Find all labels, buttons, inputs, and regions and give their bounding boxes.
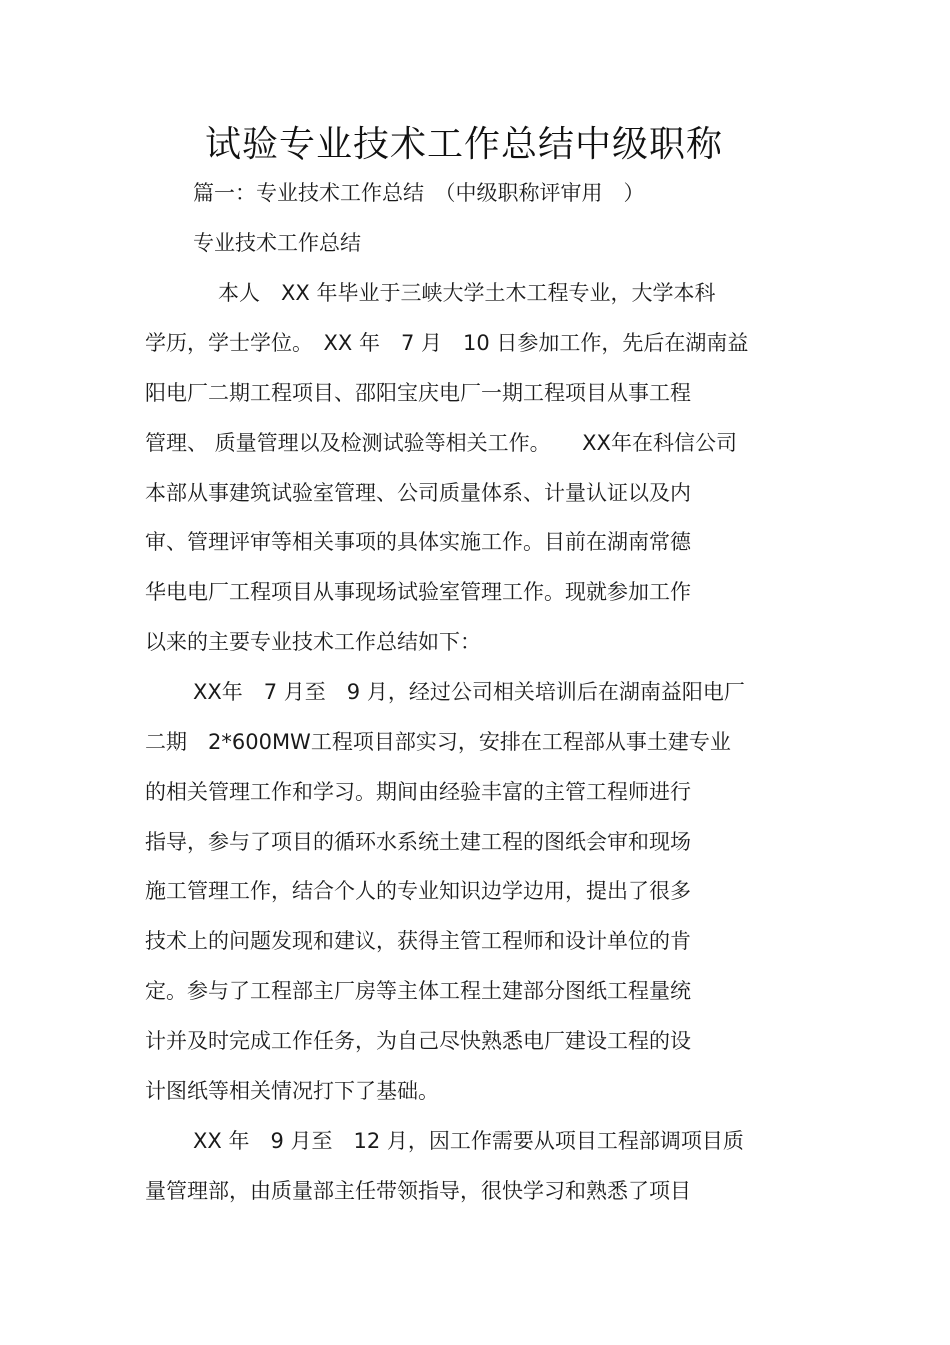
paragraph-line: 施工管理工作，结合个人的专业知识边学边用，提出了很多 (145, 879, 691, 903)
paragraph-line: 计并及时完成工作任务，为自己尽快熟悉电厂建设工程的设 (145, 1029, 691, 1053)
subheading: 专业技术工作总结 (193, 231, 361, 255)
paragraph-line: 本部从事建筑试验室管理、公司质量体系、计量认证以及内 (145, 481, 691, 505)
paragraph-line: 指导，参与了项目的循环水系统土建工程的图纸会审和现场 (145, 830, 691, 854)
paragraph-line: 华电电厂工程项目从事现场试验室管理工作。现就参加工作 (145, 580, 691, 604)
paragraph-line: 管理、 质量管理以及检测试验等相关工作。 XX年在科信公司 (145, 431, 737, 455)
document-title: 试验专业技术工作总结中级职称 (205, 124, 724, 165)
paragraph-line: 以来的主要专业技术工作总结如下： (145, 630, 481, 654)
paragraph-line: 审、管理评审等相关事项的具体实施工作。目前在湖南常德 (145, 530, 691, 554)
paragraph-line: 阳电厂二期工程项目、邵阳宝庆电厂一期工程项目从事工程 (145, 381, 691, 405)
paragraph-line: 量管理部，由质量部主任带领指导，很快学习和熟悉了项目 (145, 1179, 691, 1203)
section-heading: 篇一：专业技术工作总结 （中级职称评审用 ） (193, 181, 645, 205)
paragraph-line: 学历，学士学位。 XX 年 7 月 10 日参加工作，先后在湖南益 (145, 331, 749, 355)
paragraph-line: 本人 XX 年毕业于三峡大学土木工程专业，大学本科 (218, 281, 716, 305)
paragraph-line: XX年 7 月至 9 月，经过公司相关培训后在湖南益阳电厂 (193, 680, 745, 704)
paragraph-line: 二期 2*600MW工程项目部实习，安排在工程部从事土建专业 (145, 730, 731, 754)
paragraph-line: XX 年 9 月至 12 月，因工作需要从项目工程部调项目质 (193, 1129, 744, 1153)
paragraph-line: 技术上的问题发现和建议，获得主管工程师和设计单位的肯 (145, 929, 691, 953)
paragraph-line: 定。参与了工程部主厂房等主体工程土建部分图纸工程量统 (145, 979, 691, 1003)
paragraph-line: 计图纸等相关情况打下了基础。 (145, 1079, 439, 1103)
paragraph-line: 的相关管理工作和学习。期间由经验丰富的主管工程师进行 (145, 780, 691, 804)
